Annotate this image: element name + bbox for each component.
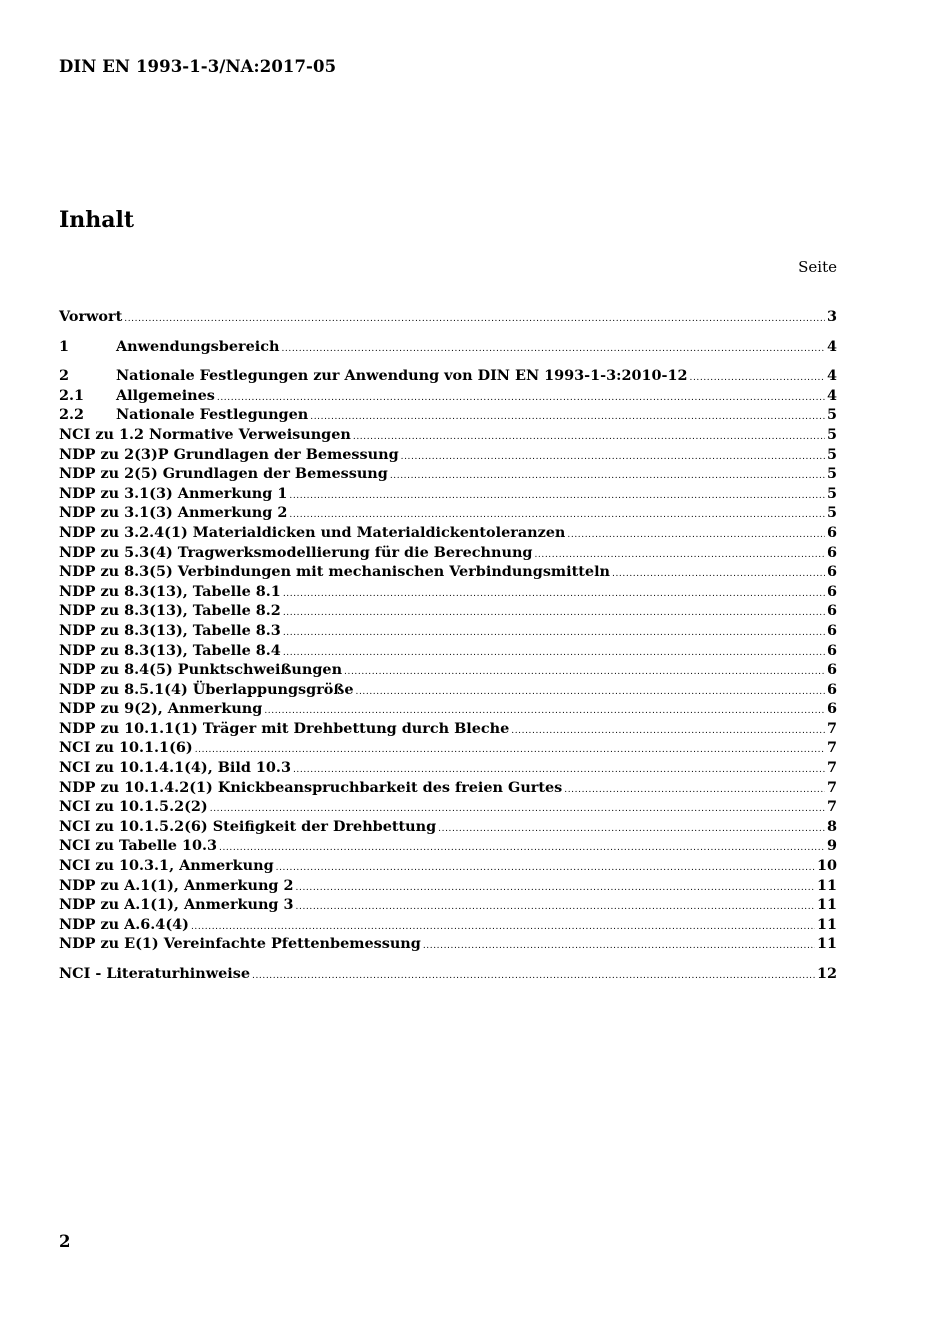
toc-entry-page: 6 [826,680,837,698]
toc-entry-title: NDP zu E(1) Vereinfachte Pfettenbemessung [59,935,421,953]
toc-entry-title: NCI zu 10.1.1(6) [59,739,193,757]
toc-entry[interactable] [59,445,837,465]
toc-entry[interactable] [59,366,837,386]
toc-entry-title: NDP zu A.1(1), Anmerkung 3 [59,896,294,914]
toc-dot-leader [567,526,825,546]
toc-entry-number: 2 [59,367,70,385]
toc-dot-leader [283,604,825,624]
toc-entry-page: 6 [826,661,837,679]
toc-entry-title: NDP zu 8.3(13), Tabelle 8.3 [59,621,281,639]
toc-entry[interactable] [59,964,837,984]
toc-entry[interactable] [59,386,837,406]
toc-entry-title: NDP zu 10.1.1(1) Träger mit Drehbettung durch Bleche [59,719,510,737]
table-of-contents [59,307,837,984]
toc-entry-page: 7 [826,778,837,796]
toc-entry[interactable] [59,758,837,778]
toc-dot-leader [283,585,825,605]
toc-entry-title: NCI zu 10.1.4.1(4), Bild 10.3 [59,759,291,777]
toc-entry[interactable] [59,425,837,445]
toc-dot-leader [423,937,815,957]
toc-entry-page: 6 [826,543,837,561]
toc-entry-title: NDP zu 5.3(4) Tragwerksmodellierung für die Berechnung [59,543,533,561]
toc-entry-title: NDP zu 2(5) Grundlagen der Bemessung [59,465,388,483]
toc-dot-leader [281,340,825,360]
toc-entry-page: 8 [826,817,837,835]
toc-entry-number: 1 [59,337,70,355]
toc-entry[interactable] [59,405,837,425]
toc-dot-leader [219,839,825,859]
toc-entry-title: NDP zu A.6.4(4) [59,915,189,933]
toc-entry-page: 6 [826,700,837,718]
toc-entry-page: 5 [826,406,837,424]
toc-entry[interactable] [59,582,837,602]
toc-entry[interactable] [59,778,837,798]
toc-entry-title: Nationale Festlegungen [116,406,309,424]
toc-dot-leader [344,663,825,683]
toc-entry[interactable] [59,680,837,700]
toc-entry-page: 5 [826,484,837,502]
toc-entry-page: 7 [826,739,837,757]
toc-entry-title: NDP zu 10.1.4.2(1) Knickbeanspruchbarkeit des freien Gurtes [59,778,563,796]
toc-entry[interactable] [59,621,837,641]
toc-dot-leader [289,487,825,507]
toc-entry-page: 6 [826,602,837,620]
toc-entry-title: NDP zu 8.4(5) Punktschweißungen [59,661,343,679]
toc-entry-title: Vorwort [59,308,123,325]
toc-dot-leader [296,879,815,899]
toc-dot-leader [356,683,825,703]
toc-dot-leader [353,428,825,448]
toc-entry[interactable] [59,337,837,357]
toc-entry-page: 7 [826,798,837,816]
toc-entry[interactable] [59,915,837,935]
toc-entry[interactable] [59,523,837,543]
toc-dot-leader [438,820,825,840]
toc-entry[interactable] [59,895,837,915]
toc-dot-leader [401,448,825,468]
toc-entry-title: Nationale Festlegungen zur Anwendung von DIN EN 1993-1-3:2010-12 [116,367,688,385]
toc-entry-page: 11 [816,896,837,914]
toc-entry-title: NCI zu 10.3.1, Anmerkung [59,857,274,875]
toc-entry-page: 9 [826,837,837,855]
toc-entry-page: 5 [826,425,837,443]
toc-entry-page: 5 [826,504,837,522]
toc-entry-title: NDP zu 8.3(13), Tabelle 8.4 [59,641,281,659]
toc-entry[interactable] [59,719,837,739]
toc-entry-title: NCI zu 10.1.5.2(2) [59,798,208,816]
toc-entry-title: NDP zu 8.5.1(4) Überlappungsgröße [59,680,354,698]
toc-dot-leader [283,644,825,664]
toc-entry-title: NDP zu 3.1(3) Anmerkung 1 [59,484,288,502]
toc-entry[interactable] [59,543,837,563]
toc-entry-title: NDP zu 8.3(13), Tabelle 8.1 [59,582,281,600]
toc-entry-number: 2.2 [59,406,85,424]
toc-entry-page: 7 [826,759,837,777]
toc-entry-title: NCI - Literaturhinweise [59,965,250,982]
toc-entry[interactable] [59,738,837,758]
toc-dot-leader [296,898,815,918]
toc-entry-title: NDP zu A.1(1), Anmerkung 2 [59,876,294,894]
toc-entry[interactable] [59,856,837,876]
toc-dot-leader [690,369,825,389]
toc-entry-title: NCI zu 10.1.5.2(6) Steifigkeit der Drehbettung [59,817,437,835]
toc-entry-page: 3 [826,308,837,325]
toc-entry[interactable] [59,503,837,523]
toc-dot-leader [310,408,825,428]
toc-entry[interactable] [59,876,837,896]
toc-entry-title: NCI zu 1.2 Normative Verweisungen [59,425,351,443]
toc-entry-number: 2.1 [59,386,85,404]
toc-entry-page: 4 [826,386,837,404]
toc-entry-page: 10 [816,857,837,875]
toc-entry-title: NCI zu Tabelle 10.3 [59,837,218,855]
toc-entry[interactable] [59,484,837,504]
page-title: Inhalt [59,207,135,233]
toc-entry-title: NDP zu 3.1(3) Anmerkung 2 [59,504,288,522]
toc-dot-leader [283,624,825,644]
toc-dot-leader [276,859,815,879]
page-number: 2 [59,1232,71,1251]
toc-entry[interactable] [59,934,837,954]
toc-entry-page: 6 [826,523,837,541]
toc-entry[interactable] [59,660,837,680]
toc-entry-title: Allgemeines [116,386,215,404]
document-header: DIN EN 1993-1-3/NA:2017-05 [59,57,337,76]
toc-entry-title: NDP zu 2(3)P Grundlagen der Bemessung [59,445,399,463]
toc-entry[interactable] [59,836,837,856]
toc-dot-leader [511,722,825,742]
toc-entry[interactable] [59,641,837,661]
toc-entry-page: 4 [826,337,837,355]
toc-entry[interactable] [59,817,837,837]
toc-dot-leader [564,781,825,801]
toc-entry-page: 6 [826,641,837,659]
toc-entry-page: 4 [826,367,837,385]
toc-entry-page: 11 [816,915,837,933]
toc-entry-title: NDP zu 8.3(5) Verbindungen mit mechanischen Verbindungsmitteln [59,563,611,581]
toc-entry[interactable] [59,699,837,719]
toc-entry[interactable] [59,307,837,327]
toc-dot-leader [612,565,825,585]
toc-entry-page: 11 [816,876,837,894]
toc-entry-page: 6 [826,621,837,639]
toc-entry-page: 7 [826,719,837,737]
page-column-label: Seite [798,258,837,276]
toc-dot-leader [124,310,825,330]
toc-entry[interactable] [59,562,837,582]
toc-entry-title: Anwendungsbereich [116,337,280,355]
toc-entry[interactable] [59,464,837,484]
toc-entry-page: 6 [826,582,837,600]
toc-entry[interactable] [59,601,837,621]
toc-dot-leader [252,967,815,987]
toc-entry-title: NDP zu 3.2.4(1) Materialdicken und Materialdickentoleranzen [59,523,566,541]
toc-entry-title: NDP zu 9(2), Anmerkung [59,700,263,718]
toc-entry-page: 12 [816,965,837,982]
toc-entry-page: 5 [826,465,837,483]
toc-entry-title: NDP zu 8.3(13), Tabelle 8.2 [59,602,281,620]
toc-entry[interactable] [59,797,837,817]
toc-entry-page: 11 [816,935,837,953]
toc-entry-page: 6 [826,563,837,581]
toc-dot-leader [390,467,825,487]
toc-entry-page: 5 [826,445,837,463]
